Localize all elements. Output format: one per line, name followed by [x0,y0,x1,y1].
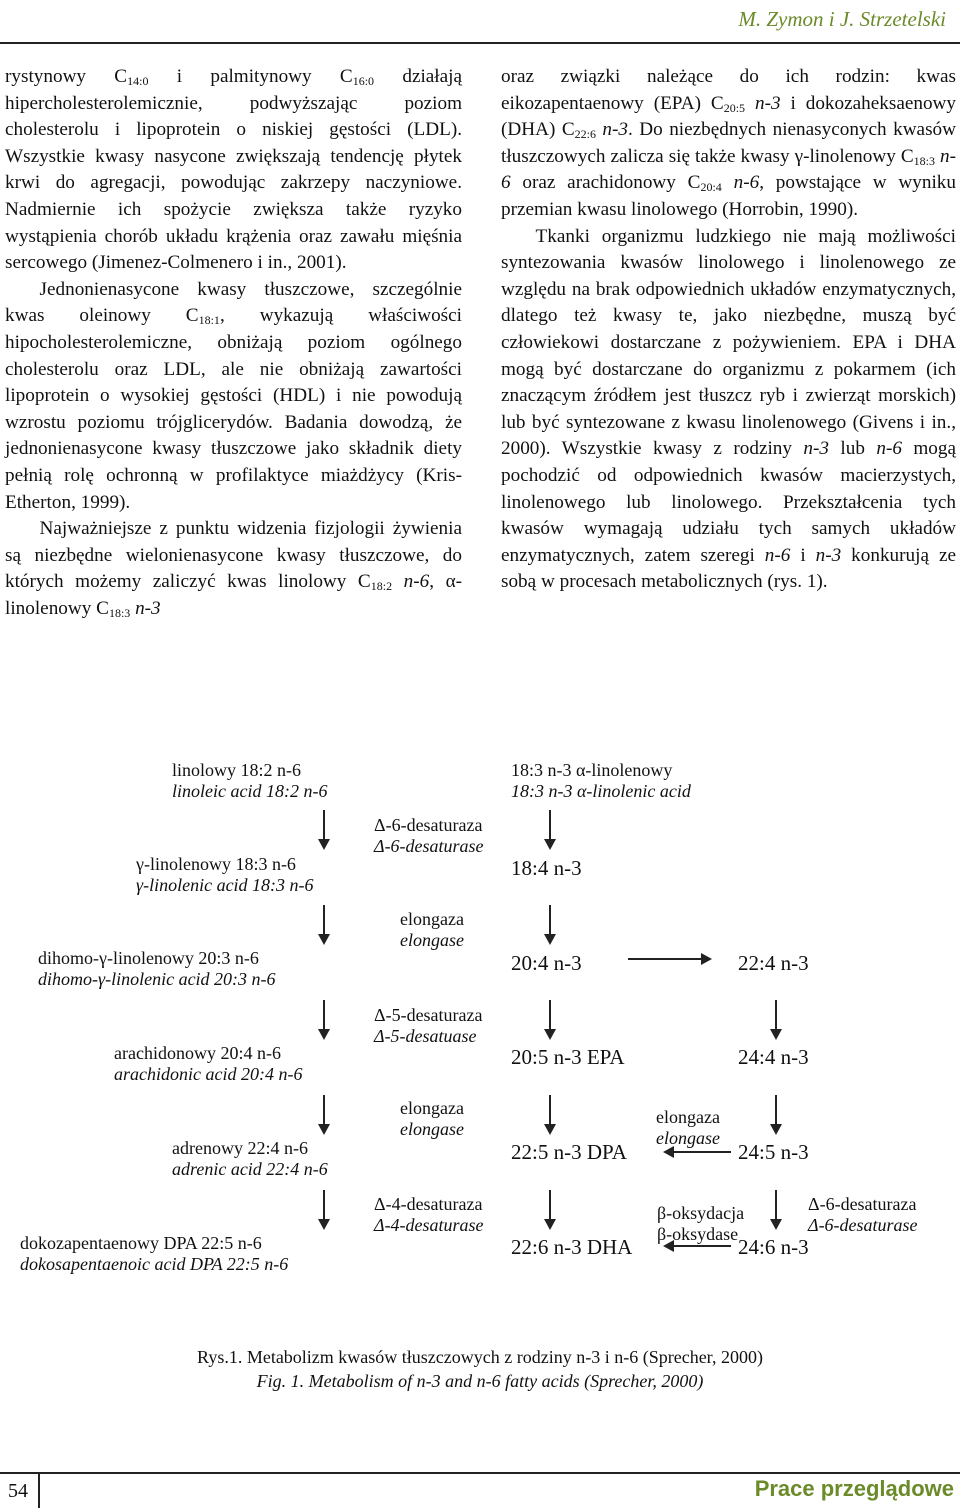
text: i dokozaheksaenowy (DHA) C [501,92,956,141]
enzyme-delta5 [374,1005,483,1047]
arrow-left-icon [665,1151,731,1153]
arrow-down-icon [775,1190,777,1228]
text: , powstające w wyniku przemian kwasu linolowego (Horrobin, 1990). [501,172,956,220]
enzyme-label-en: elongase [656,1128,720,1148]
left-column [5,64,462,622]
text: rystynowy C [5,66,128,87]
italic-text: n-6 [392,571,430,593]
italic-text: n-3 [595,119,629,141]
arrow-down-icon [549,1190,551,1228]
n3-node-dha: 22:6 n-3 DHA [511,1235,633,1259]
node-label-en: adrenic acid 22:4 n-6 [172,1159,328,1179]
text: , α-linolenowy C [5,571,463,619]
enzyme-label-en: Δ-4-desaturase [374,1215,484,1235]
arrow-left-icon [665,1245,731,1247]
arrow-down-icon [775,1095,777,1133]
text: lub [828,438,877,460]
enzyme-label-pl: Δ-4-desaturaza [374,1194,483,1214]
footer-divider [38,1472,40,1508]
arrow-down-icon [323,1095,325,1133]
caption-en: Fig. 1. Metabolism of n-3 and n-6 fatty acids (Sprecher, 2000) [256,1371,704,1391]
subscript: 20:5 [723,100,746,115]
running-head: M. Zymon i J. Strzetelski [738,7,946,31]
arrow-right-icon [628,958,710,960]
node-label-pl: arachidonowy 20:4 n-6 [114,1043,281,1063]
left-paragraph-1 [5,64,462,277]
italic-text: n-6 [721,172,760,194]
text: Jednonienasycone kwasy tłuszczowe, szczególnie kwas oleinowy C [5,278,462,327]
node-label-en: 18:3 n-3 α-linolenic acid [511,781,691,801]
text: oraz arachidonowy C [510,172,701,194]
n6-node-dihomo [38,948,276,990]
subscript: 18:3 [108,605,131,620]
n6-node-dpa [20,1233,288,1275]
n3-node-alpha-linolenic [511,760,691,802]
text: działają hipercholesterolemicznie, podwyższając poziom cholesterolu i lipoprotein o niskiej gęstości (LDL). Wszystkie kwasy nasycone zwiększają tendencję płytek krwi do agregacji, powodując zakrzepy naczyniowe. Nadmiernie ich spożycie zwiększa także ryzyko wystąpienia chorób układu krążenia oraz zawału mięśnia sercowego (Jimenez-Colmenero i in., 2001). [5,66,463,274]
n3-node-20-4: 20:4 n-3 [511,951,582,975]
text: , wykazują właściwości hipocholesterolemiczne, obniżają poziom ogólnego cholesterolu oraz LDL, ale nie obniżają zawartości lipoprotein o wysokiej gęstości (HDL) i nie powodują wzrostu poziomu trójglicerydów. Badania dowodzą, że jednonienasycone kwasy tłuszczowe jako składnik diety pełnią rolę ochronną w profilaktyce miażdżycy (Kris-Etherton, 1999). [5,305,462,513]
n3-side-24-4: 24:4 n-3 [738,1045,809,1069]
enzyme-elongase-1 [400,909,464,951]
enzyme-delta4 [374,1194,484,1236]
page-number: 54 [8,1480,28,1502]
subscript: 18:1 [198,313,220,328]
n3-side-22-4: 22:4 n-3 [738,951,809,975]
text: Tkanki organizmu ludzkiego nie mają możliwości syntezowania kwasów linolowego i linolenowego ze względu na brak odpowiednich układów enzymatycznych, dlatego też kwasy te, jako niezbędne, muszą być człowiekowi dostarczane z pożywieniem. EPA i DHA mogą być dostarczane do organizmu z pokarmem (ich znaczącym źródłem jest tłuszcz ryb i zwierząt morskich) lub być syntezowane z kwasu linolenowego (Givens i in., 2000). Wszystkie kwasy z rodziny [501,225,956,460]
figure-caption [0,1345,960,1393]
node-label-pl: linolowy 18:2 n-6 [172,760,301,780]
side-beta-oxidation [657,1203,744,1245]
enzyme-label-en: elongase [400,1119,464,1139]
enzyme-label-pl: β-oksydacja [657,1203,745,1223]
right-paragraph-1 [501,64,956,224]
enzyme-label-en: elongase [400,930,464,950]
text: konkurują ze sobą w procesach metabolicznych (rys. 1). [501,544,956,593]
caption-pl: Rys.1. Metabolizm kwasów tłuszczowych z rodziny n-3 i n-6 (Sprecher, 2000) [197,1347,763,1367]
enzyme-label-pl: Δ-6-desaturaza [808,1194,917,1214]
section-label: Prace przeglądowe [754,1476,954,1501]
enzyme-label-en: Δ-6-desaturase [374,836,484,856]
text: mogą pochodzić od odpowiednich kwasów macierzystych, linolenowego lub linolowego. Przekształcenia tych kwasów wymagają udziału tych samych układów enzymatycznych, zatem szeregi [501,438,956,566]
italic-text: n-3 [803,438,829,460]
metabolism-diagram [0,750,960,1310]
italic-text: n-3 [745,92,781,114]
enzyme-label-pl: Δ-5-desaturaza [374,1005,483,1025]
n3-side-24-5: 24:5 n-3 [738,1140,809,1164]
text: . Do niezbędnych nienasyconych kwasów tłuszczowych zalicza się także kwasy γ-linolenowy C [501,119,956,167]
n6-node-linoleic [172,760,327,802]
n3-side-24-6: 24:6 n-3 [738,1235,809,1259]
node-label-pl: γ-linolenowy 18:3 n-6 [136,854,296,874]
arrow-down-icon [323,1190,325,1228]
enzyme-label-en: Δ-5-desatuase [374,1026,477,1046]
italic-text: n-6 [876,438,902,460]
arrow-down-icon [323,905,325,943]
node-label-pl: dihomo-γ-linolenowy 20:3 n-6 [38,948,259,968]
arrow-down-icon [775,1000,777,1038]
enzyme-label-pl: elongaza [656,1107,720,1127]
enzyme-label-pl: elongaza [400,909,464,929]
arrow-down-icon [323,810,325,848]
enzyme-delta6 [374,815,484,857]
node-label-en: arachidonic acid 20:4 n-6 [114,1064,303,1084]
left-paragraph-3 [5,516,462,622]
node-label-pl: 18:3 n-3 α-linolenowy [511,760,673,780]
subscript: 20:4 [700,180,722,195]
italic-text: n-3 [815,544,842,566]
text: Najważniejsze z punktu widzenia fizjologii żywienia są niezbędne wielonienasycone kwasy tłuszczowe, do których możemy zaliczyć kwas linolowy C [5,518,462,593]
subscript: 14:0 [127,74,149,88]
subscript: 18:3 [913,153,935,168]
subscript: 22:6 [574,127,596,142]
node-label-en: γ-linolenic acid 18:3 n-6 [136,875,314,895]
arrow-down-icon [549,810,551,848]
italic-text: n-6 [764,544,791,566]
right-column [501,64,956,596]
n3-node-dpa: 22:5 n-3 DPA [511,1140,627,1164]
arrow-down-icon [549,1000,551,1038]
left-paragraph-2 [5,277,462,516]
header-rule [0,42,960,44]
subscript: 18:2 [370,579,393,594]
node-label-en: linoleic acid 18:2 n-6 [172,781,328,801]
side-delta6 [808,1194,918,1236]
italic-text: n-3 [130,597,161,619]
node-label-pl: dokozapentaenowy DPA 22:5 n-6 [20,1233,262,1253]
subscript: 16:0 [352,74,375,88]
arrow-down-icon [323,1000,325,1038]
enzyme-label-en: Δ-6-desaturase [808,1215,918,1235]
n6-node-gamma-linolenic [136,854,314,896]
italic-text: n-6 [501,145,956,194]
arrow-down-icon [549,905,551,943]
enzyme-label-pl: elongaza [400,1098,464,1118]
enzyme-label-pl: Δ-6-desaturaza [374,815,483,835]
right-paragraph-2 [501,224,956,596]
footer-rule [0,1472,960,1474]
text: i palmitynowy C [148,66,353,87]
node-label-en: dokosapentaenoic acid DPA 22:5 n-6 [20,1254,289,1274]
n3-node-epa: 20:5 n-3 EPA [511,1045,625,1069]
text: i [790,544,816,566]
node-label-pl: adrenowy 22:4 n-6 [172,1138,308,1158]
node-label-en: dihomo-γ-linolenic acid 20:3 n-6 [38,969,276,989]
text: oraz związki należące do ich rodzin: kwas eikozapentaenowy (EPA) C [501,66,956,114]
n6-node-arachidonic [114,1043,302,1085]
n3-node-18-4: 18:4 n-3 [511,856,582,880]
enzyme-label-en: β-oksydase [657,1224,739,1244]
arrow-down-icon [549,1095,551,1133]
enzyme-elongase-2 [400,1098,464,1140]
n6-node-adrenic [172,1138,328,1180]
side-elongase [656,1107,720,1149]
